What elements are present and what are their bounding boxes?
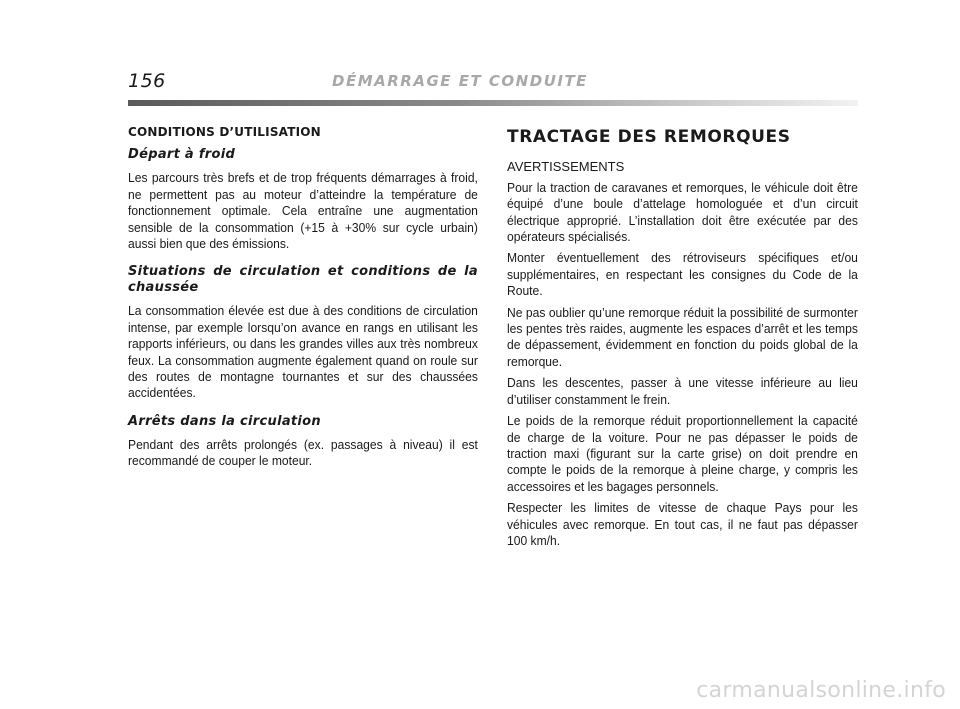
page-number: 156: [128, 70, 166, 92]
paragraph-towing-1: Pour la traction de caravanes et remorques, le véhicule doit être équipé d’une boule d’attelage homologuée et d’un circuit électrique approprié. L’installation doit être exécutée par des opérateurs spécialisés.: [507, 179, 858, 245]
paragraph-towing-2: Monter éventuellement des rétroviseurs spécifiques et/ou supplémentaires, en respectant les consignes du Code de la Route.: [507, 250, 858, 299]
page-header: [128, 70, 858, 96]
paragraph-towing-3: Ne pas oublier qu’une remorque réduit la possibilité de surmonter les pentes très raides, augmente les espaces d’arrêt et les temps de dépassement, évidemment en fonction du poids global de la remorque.: [507, 304, 858, 369]
paragraph-traffic-stops: Pendant des arrêts prolongés (ex. passages à niveau) il est recommandé de couper le moteur.: [128, 436, 478, 469]
header-divider: [128, 100, 858, 106]
paragraph-traffic-road: La consommation élevée est due à des conditions de circulation intense, par exemple lorsqu’on avance en rangs en utilisant les rapports inférieurs, ou dans les grandes villes aux très nombreux feux. La consommation augmente également quand on roule sur des routes de montagne tournantes et sur des chaussées accidentées.: [128, 303, 478, 401]
left-column: [128, 124, 478, 475]
chapter-title: DÉMARRAGE ET CONDUITE: [332, 72, 588, 90]
paragraph-cold-start: Les parcours très brefs et de trop fréquents démarrages à froid, ne permettent pas au moteur d’atteindre la température de fonctionnement optimale. Cela entraîne une augmentation sensible de la consommation (+15 à +30% sur cycle urbain) aussi bien que des émissions.: [128, 170, 478, 252]
subsection-title-traffic-road: Situations de circulation et conditions de la chaussée: [128, 264, 478, 296]
subsection-title-cold-start: Départ à froid: [128, 147, 236, 163]
paragraph-towing-6: Respecter les limites de vitesse de chaque Pays pour les véhicules avec remorque. En tout cas, il ne faut pas dépasser 100 km/h.: [507, 500, 858, 548]
paragraph-towing-4: Dans les descentes, passer à une vitesse inférieure au lieu d’utiliser constamment le frein.: [507, 375, 858, 407]
subsection-title-traffic-stops: Arrêts dans la circulation: [128, 413, 321, 429]
right-column: [507, 124, 858, 554]
watermark: carmanualsonline.info: [696, 678, 946, 703]
paragraph-towing-5: Le poids de la remorque réduit proportionnellement la capacité de charge de la voiture. Pour ne pas dépasser le poids de traction maxi (figurant sur la carte grise) on doit prendre en compte le poids de la remorque à pleine charge, y compris les accessoires et les bagages personnels.: [507, 413, 858, 494]
section-title-trailer-towing: TRACTAGE DES REMORQUES: [507, 127, 791, 147]
warnings-label: AVERTISSEMENTS: [507, 159, 625, 175]
section-title-conditions: CONDITIONS D’UTILISATION: [128, 125, 321, 139]
